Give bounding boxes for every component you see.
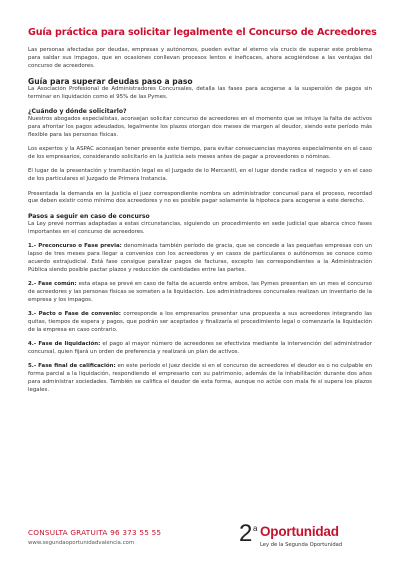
- phase-text-2: esta etapa se prevé en caso de falta de acuerdo entre ambos, las Pymes presentan en un mes el concurso de acreedores y las personas físicas se someten a la liquidación. Los administradores concursales realizan un inventario de la empresa y los impagos.: [28, 280, 373, 303]
- phase-paragraph-5: [28, 363, 372, 394]
- page-title: Guía práctica para solicitar legalmente el Concurso de Acreedores: [28, 27, 377, 38]
- paragraph-when-2: Los expertos y la ASPAC aconsejan tener presente este tiempo, para evitar consecuencias mayores especialmente en el caso de los empresarios, considerando solicitarlo en la justicia seis meses antes de pagar a proveedores o nóminas.: [28, 146, 372, 161]
- phase-paragraph-1: [28, 243, 372, 274]
- intro-paragraph: Las personas afectadas por deudas, empresas y autónomos, pueden evitar el eterno vía crucis de superar este problema para saldar sus impagos, que en ocasiones conllevan procesos lentos e ineficaces, ahora acogiéndose a las ventajas del concurso de acreedores.: [28, 47, 372, 69]
- phase-text-3: corresponde a los empresarios presentar una propuesta a sus acreedores integrando las quitas, tiempos de espera y pagos, que podrán ser aceptados y finalizaría el procedimiento legal o comenzaría la liquidación de la empresa en caso contrario.: [28, 310, 372, 333]
- page-footer: [28, 520, 372, 553]
- phase-paragraph-4: [28, 341, 372, 357]
- logo-tagline: Ley de la Segunda Oportunidad: [260, 542, 343, 548]
- phase-label-2: 2.- Fase común:: [28, 280, 77, 287]
- website-link[interactable]: www.segundaoportunidadvalencia.com: [28, 540, 135, 546]
- section-heading-when-where: ¿Cuándo y dónde solicitarlo?: [28, 108, 127, 116]
- section-heading-guide: Guía para superar deudas paso a paso: [28, 77, 193, 87]
- logo-wordmark: Oportunidad: [260, 524, 339, 539]
- paragraph-when-1: Nuestros abogados especialistas, aconsejan solicitar concurso de acreedores en el momento que se intuye la falta de activos para afrontar los pagos adeudados, legalmente los plazos otorgan dos meses de margen al deudor, siendo este período más flexible para las personas físicas.: [28, 116, 372, 138]
- section-heading-steps: Pasos a seguir en caso de concurso: [28, 212, 150, 220]
- phase-text-1: denominada también período de gracia, que se concede a las pequeñas empresas con un lapso de tres meses para llegar a convenios con los acreedores y en casos de particulares o autónomos se conoce como acuerdo extrajudicial. Está fase consigue paralizar pagos de facturas, excepto las correspondientes a la Administración Pública siendo posible pactar plazos y reducción de cantidades entre las partes.: [28, 243, 373, 273]
- free-consultation-phone[interactable]: CONSULTA GRATUITA 96 373 55 55: [28, 528, 162, 537]
- phase-paragraph-3: [28, 311, 372, 335]
- segunda-oportunidad-logo: [239, 520, 372, 553]
- paragraph-when-4: Presentada la demanda en la justicia el juez correspondiente nombra un administrador concursal para el proceso, recordad que deben existir como mínimo dos acreedores y no es posible pagar solamente la hipoteca para acogerse a este derecho.: [28, 190, 372, 205]
- phase-label-4: 4.- Fase de liquidación:: [28, 340, 101, 347]
- section-paragraph-guide: La Asociación Profesional de Administradores Concursales, detalla las fases para acogerse a la suspensión de pagos sin terminar en liquidación como el 95% de las Pymes.: [28, 86, 372, 100]
- paragraph-steps-intro: La Ley prevé normas adaptadas a estas circunstancias, siguiendo un procedimiento en sede judicial que abarca cinco fases importantes en el concurso de acreedores.: [28, 220, 372, 235]
- logo-number: 2: [239, 520, 253, 547]
- phase-label-5: 5.- Fase final de calificación:: [28, 363, 116, 370]
- phase-label-1: 1.- Preconcurso o Fase previa:: [28, 243, 122, 249]
- logo-superscript: a: [253, 524, 258, 533]
- phase-text-4: el pago al mayor número de acreedores se efectiviza mediante la intervención del administrador concursal, quien fijará un orden de preferencia y realizará un plan de activos.: [28, 340, 372, 355]
- phase-text-5: en este período el juez decide si en el concurso de acreedores el deudor es o no culpable en forma parcial a la liquidación, respondiendo el empresario con su patrimonio, además de la inhabilitación durante dos años para administrar sociedades. También se califica el deudor de esta forma, aunque no actúe con mala fe si supera los plazos legales.: [28, 363, 372, 393]
- paragraph-when-3: El lugar de la presentación y tramitación legal es el Juzgado de lo Mercantil, en el lugar donde radica el negocio y en el caso de los particulares el Juzgado de Primera Instancia.: [28, 168, 372, 183]
- phase-label-3: 3.- Pacto o Fase de convenio:: [28, 310, 121, 317]
- phase-paragraph-2: [28, 281, 372, 305]
